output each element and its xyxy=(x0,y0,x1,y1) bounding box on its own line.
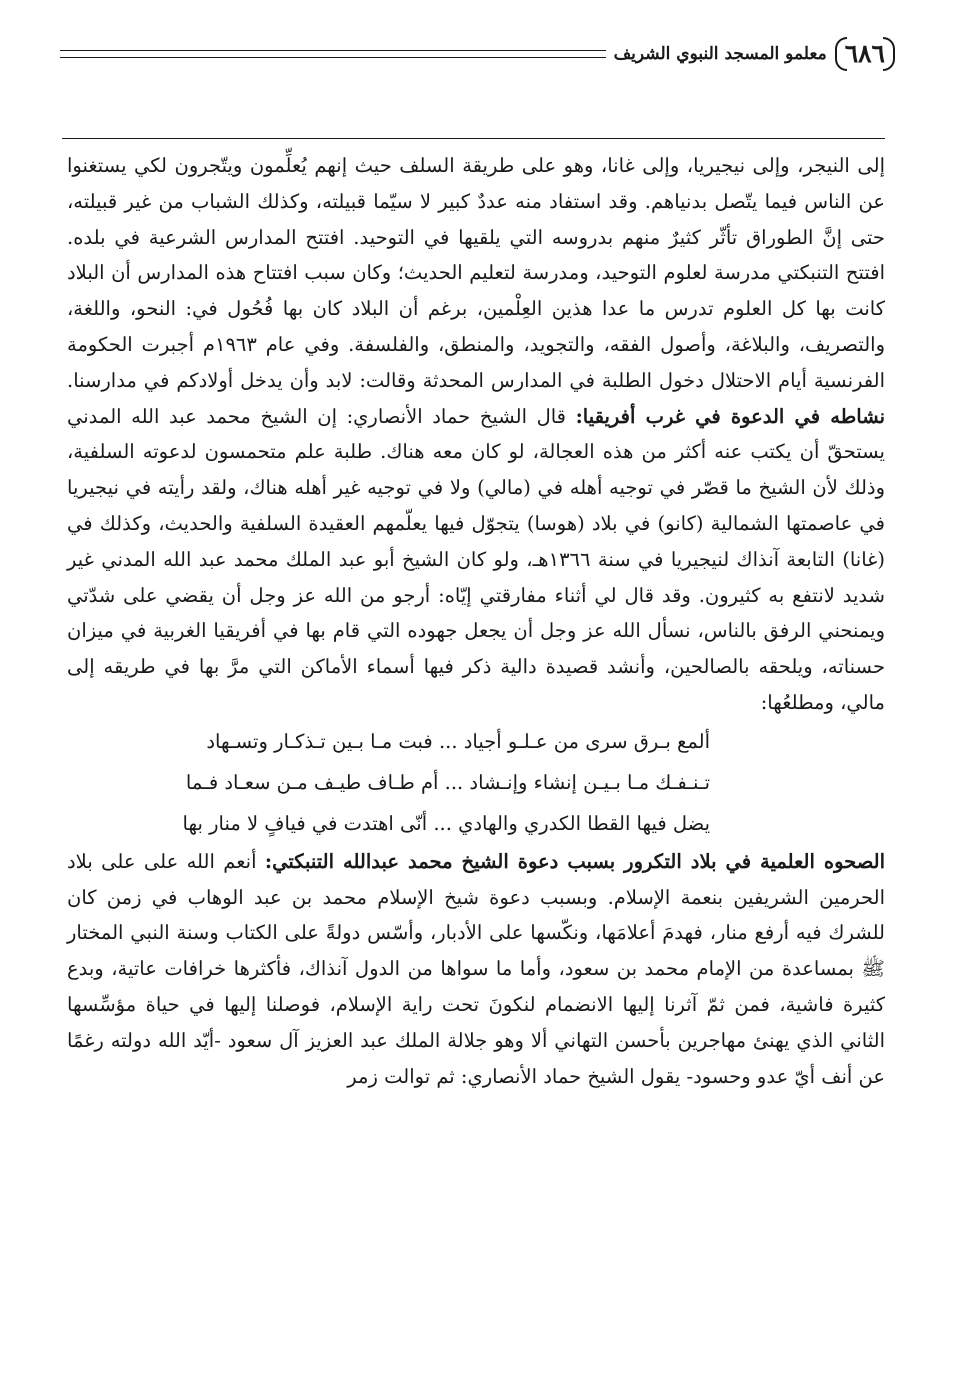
paragraph-1-text-b: قال الشيخ حماد الأنصاري: إن الشيخ محمد عبد الله المدني يستحقّ أن يكتب عنه أكثر من هذه العجالة، لو كان معه هناك. طلبة علم متحمسون لدعوته السلفية، وذلك لأن الشيخ ما قصّر في توجيه أهله في (مالي) ولا في توجيه غير أهله هناك، ولقد رأيته في نيجيريا في عاصمتها الشمالية (كانو) في بلاد (هوسا) يتجوّل فيها يعلّمهم العقيدة السلفية والحديث، وكذلك في (غانا) التابعة آنذاك لنيجيريا في سنة ١٣٦٦هـ، ولو كان الشيخ أبو عبد الملك محمد عبد الله المدني غير شديد لانتفع به كثيرون. وقد قال لي أثناء مفارقتي إيّاه: أرجو من الله عز وجل أن يقضي على شدّتي ويمنحني الرفق بالناس، نسأل الله عز وجل أن يجعل جهوده التي قام بها في أفريقيا الغربية في ميزان حسناته، ويلحقه بالصالحين، وأنشد قصيدة دالية ذكر فيها أسماء الأماكن التي مرَّ بها في طريقه إلى مالي، ومطلعُها: xyxy=(67,404,885,714)
paragraph-1-text-a: إلى النيجر، وإلى نيجيريا، وإلى غانا، وهو على طريقة السلف حيث إنهم يُعلِّمون ويتّجرون لكي يستغنوا عن الناس فيما يتّصل بدنياهم. وقد استفاد منه عددٌ كبير لا سيّما قبيلته، وكذلك الشباب من غير قبيلته، حتى إنَّ الطوراق تأثّر كثيرٌ منهم بدروسه التي يلقيها في التوحيد. افتتح المدارس الشرعية في بلده. افتتح التنبكتي مدرسة لعلوم التوحيد، ومدرسة لتعليم الحديث؛ وكان سبب افتتاح هذه المدارس أن البلاد كانت بها كل العلوم تدرس ما عدا هذين العِلْمين، برغم أن البلاد كان بها فُحُول في: النحو، واللغة، والتصريف، والبلاغة، وأصول الفقه، والتجويد، والمنطق، والفلسفة. وفي عام ١٩٦٣م أجبرت الحكومة الفرنسية أيام الاحتلال دخول الطلبة في المدارس المحدثة وقالت: لابد وأن يدخل أولادكم في مدارسنا. xyxy=(67,154,885,392)
section-heading-revival: الصحوه العلمية في بلاد التكرور بسبب دعوة الشيخ محمد عبدالله التنبكتي: xyxy=(264,849,886,873)
poem-verse: يضل فيها القطا الكدري والهادي ... أنّى اهتدت في فيافٍ لا منار بها xyxy=(182,811,710,835)
poem-verse: تـنـفـك مـا بـيـن إنشاء وإنـشاد ... أم طـاف طيـف مـن سعـاد فـما xyxy=(185,770,710,794)
running-title: معلمو المسجد النبوي الشريف xyxy=(613,44,827,64)
page-number: ٦٨٦ xyxy=(835,35,895,73)
paragraph-2 xyxy=(67,844,885,1095)
poem xyxy=(67,721,885,844)
paragraph-1 xyxy=(67,148,885,721)
section-heading-dawah: نشاطه في الدعوة في غرب أفريقيا: xyxy=(575,404,886,428)
poem-verse: ألمع بـرق سرى من عـلـو أجياد ... فبت مـا بـين تـذكـار وتسـهاد xyxy=(206,729,710,753)
page-header xyxy=(60,34,895,74)
main-text xyxy=(67,148,885,1094)
header-double-rule xyxy=(60,50,606,58)
header-separator-line xyxy=(62,138,885,139)
paragraph-2-text: أنعم الله على على بلاد الحرمين الشريفين بنعمة الإسلام. وبسبب دعوة شيخ الإسلام محمد بن عبد الوهاب في زمن كان للشرك فيه أرفع منار، فهدمَ أعلامَها، ونكّسها على الأدبار، وأسّس دولةً على الكتاب وسنة النبي المختار ﷺ بمساعدة من الإمام محمد بن سعود، وأما ما سواها من الدول آنذاك، فأكثرها خرافات عاتية، وبدع كثيرة فاشية، فمن ثمّ آثرنا إليها الانضمام لنكونَ تحت راية الإسلام، فوصلنا إليها في حياة مؤسِّسها الثاني الذي يهنئ مهاجرين بأحسن التهاني ألا وهو جلالة الملك عبد العزيز آل سعود -أيّد الله دولته رغمًا عن أنف أيّ عدو وحسود- يقول الشيخ حماد الأنصاري: ثم توالت زمر xyxy=(67,849,885,1088)
